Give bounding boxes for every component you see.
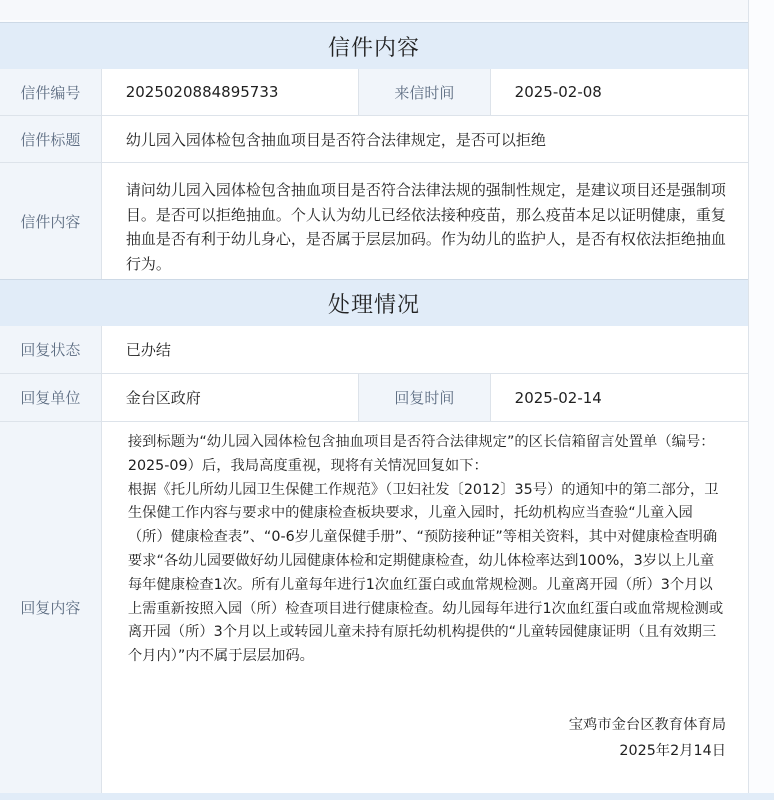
reply-unit-value: 金台区政府 bbox=[102, 374, 359, 421]
reply-status-row bbox=[0, 326, 748, 374]
reply-status-label: 回复状态 bbox=[0, 326, 102, 373]
letter-title-value: 幼儿园入园体检包含抽血项目是否符合法律规定，是否可以拒绝 bbox=[125, 130, 546, 149]
letter-content-label: 信件内容 bbox=[0, 163, 102, 279]
letter-title-label: 信件标题 bbox=[0, 116, 102, 162]
handling-section-title: 处理情况 bbox=[327, 292, 420, 318]
reply-status-value: 已办结 bbox=[125, 341, 171, 359]
letter-number-label: 信件编号 bbox=[0, 69, 102, 115]
reply-paragraph-main: 根据《托儿所幼儿园卫生保健工作规范》（卫妇社发〔2012〕35号）的通知中的第二部分，卫生保健工作内容与要求中的健康检查板块要求，儿童入园时，托幼机构应当查验“儿童入园（所）健康检查表”、“0-6岁儿童保健手册”、“预防接种证”等相关资料，其中对健康检查明确要求“各幼儿园要做好幼儿园健康体检和定期健康检查，幼儿体检率达到100%，3岁以上儿童每年健康检查1次。所有儿童每年进行1次血红蛋白或血常规检测。儿童离开园（所）3个月以上需重新按照入园（所）检查项目进行健康检查。幼儿园每年进行1次血红蛋白或血常规检测或离开园（所）3个月以上或转园儿童未持有原托幼机构提供的“儿童转园健康证明（且有效期三个月内）”内不属于层层加码。 bbox=[127, 481, 724, 665]
letter-number-row bbox=[0, 69, 748, 116]
letter-content-row bbox=[0, 163, 748, 280]
signature-organization: 宝鸡市金台区教育体育局 bbox=[568, 717, 726, 733]
letter-time-value: 2025-02-08 bbox=[514, 83, 602, 101]
reply-signature bbox=[569, 712, 726, 764]
reply-unit-label: 回复单位 bbox=[0, 374, 102, 421]
reply-paragraph-intro: 接到标题为“幼儿园入园体检包含抽血项目是否符合法律规定”的区长信箱留言处置单（编号：2025-09）后，我局高度重视，现将有关情况回复如下： bbox=[127, 434, 715, 474]
reply-time-label: 回复时间 bbox=[359, 374, 491, 421]
letter-number-value: 2025020884895733 bbox=[102, 69, 359, 115]
top-strip bbox=[0, 0, 774, 20]
letter-title-row bbox=[0, 116, 748, 163]
reply-content-row bbox=[0, 422, 748, 794]
reply-content-label: 回复内容 bbox=[0, 422, 102, 793]
bottom-bar bbox=[0, 793, 774, 800]
reply-time-value: 2025-02-14 bbox=[514, 388, 602, 407]
letter-section-title: 信件内容 bbox=[327, 35, 420, 61]
letter-content-text: 请问幼儿园入园体检包含抽血项目是否符合法律法规的强制性规定，是建议项目还是强制项目。是否可以拒绝抽血。个人认为幼儿已经依法接种疫苗，那么疫苗本足以证明健康，重复抽血是否有利于幼儿身心，是否属于层层加码。作为幼儿的监护人，是否有权依法拒绝抽血行为。 bbox=[125, 181, 726, 273]
handling-section-header bbox=[0, 279, 748, 327]
letter-time-label: 来信时间 bbox=[359, 69, 491, 115]
reply-content-body bbox=[102, 422, 748, 792]
letter-section-header bbox=[0, 22, 748, 70]
signature-date: 2025年2月14日 bbox=[619, 743, 726, 759]
reply-unit-row bbox=[0, 374, 748, 422]
right-margin bbox=[748, 0, 774, 800]
